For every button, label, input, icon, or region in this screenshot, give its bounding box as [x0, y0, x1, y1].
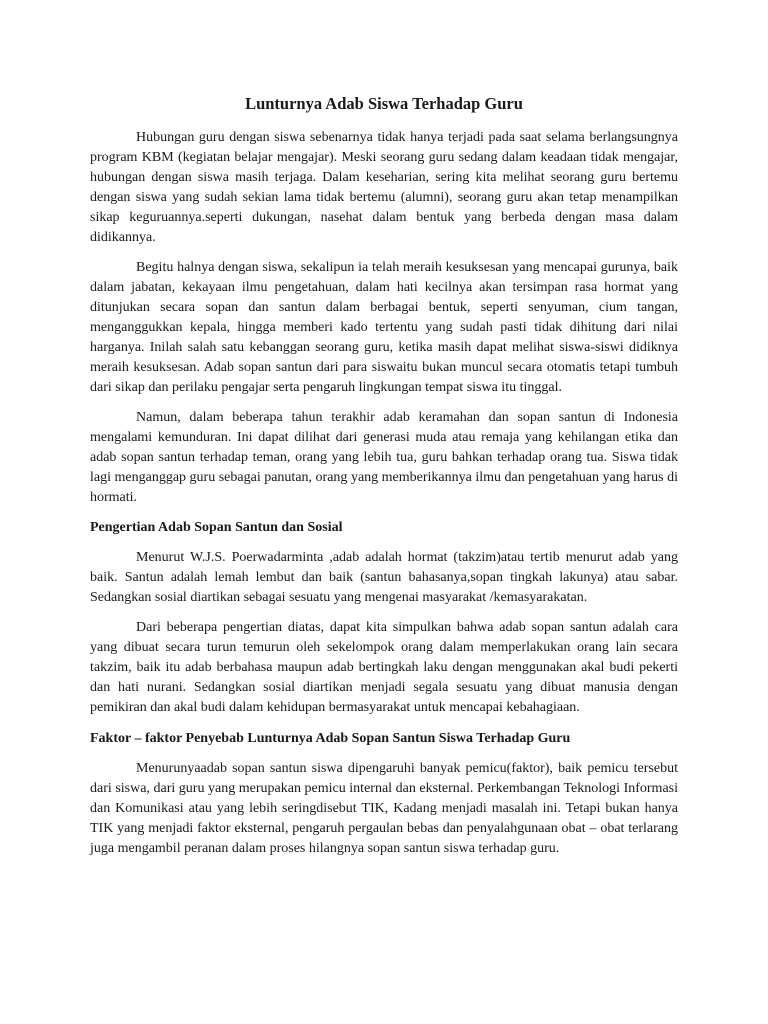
paragraph-factors: Menurunyaadab sopan santun siswa dipengaruhi banyak pemicu(faktor), baik pemicu tersebut dari siswa, dari guru yang merupakan pemicu internal dan eksternal. Perkembangan Teknologi Informasi dan Komunikasi atau yang lebih seringdisebut TIK, Kadang menjadi masalah ini. Tetapi bukan hanya TIK yang menjadi faktor eksternal, pengaruh pergaulan bebas dan penyalahgunaan obat – obat terlarang juga mengambil peranan dalam proses hilangnya sopan santun siswa terhadap guru.: [90, 761, 678, 856]
paragraph-student-respect: Begitu halnya dengan siswa, sekalipun ia telah meraih kesuksesan yang mencapai gurunya, baik dalam jabatan, kekayaan ilmu pengetahuan, dalam hati kecilnya akan tersimpan rasa hormat yang ditunjukan secara sopan dan santun dalam berbagai bentuk, seperti senyuman, cium tangan, menganggukkan kepala, hingga memberi kado tertentu yang sudah pasti tidak dihitung dari nilai harganya. Inilah salah satu kebanggan seorang guru, ketika masih dapat melihat siswa-siswi didiknya meraih kesuksesan. Adab sopan santun dari para siswaitu bukan muncul secara otomatis tetapi tumbuh dari sikap dan perilaku pengajar serta pengaruh lingkungan tempat siswa itu tinggal.: [90, 260, 678, 395]
paragraph-decline: Namun, dalam beberapa tahun terakhir adab keramahan dan sopan santun di Indonesia mengalami kemunduran. Ini dapat dilihat dari generasi muda atau remaja yang kehilangan etika dan adab sopan santun terhadap teman, orang yang lebih tua, guru bahkan terhadap orang tua. Siswa tidak lagi menganggap guru sebagai panutan, orang yang memberikannya ilmu dan pengetahuan yang harus di hormati.: [90, 410, 678, 505]
section-heading-factors: Faktor – faktor Penyebab Lunturnya Adab Sopan Santun Siswa Terhadap Guru: [90, 731, 571, 746]
paragraph-intro: Hubungan guru dengan siswa sebenarnya tidak hanya terjadi pada saat selama berlangsungnya program KBM (kegiatan belajar mengajar). Meski seorang guru sedang dalam keadaan tidak mengajar, hubungan dengan siswa masih terjaga. Dalam keseharian, sering kita melihat seorang guru bertemu dengan siswa yang sudah sekian lama tidak bertemu (alumni), seorang guru akan tetap menampilkan sikap keguruannya.seperti dukungan, nasehat dalam bentuk yang berbeda dengan masa dalam didikannya.: [90, 130, 678, 245]
section-heading-definition: Pengertian Adab Sopan Santun dan Sosial: [90, 520, 343, 535]
paragraph-definition: Menurut W.J.S. Poerwadarminta ,adab adalah hormat (takzim)atau tertib menurut adab yang baik. Santun adalah lemah lembut dan baik (santun bahasanya,sopan tingkah lakunya) atau sabar. Sedangkan sosial diartikan sebagai sesuatu yang mengenai masyarakat /kemasyarakatan.: [90, 550, 678, 605]
paragraph-conclusion: Dari beberapa pengertian diatas, dapat kita simpulkan bahwa adab sopan santun adalah cara yang dibuat secara turun temurun oleh sekelompok orang dalam memperlakukan orang lain secara takzim, baik itu adab berbahasa maupun adab bertingkah laku dengan menggunakan akal budi pekerti dan hati nurani. Sedangkan sosial diartikan menjadi segala sesuatu yang dibuat manusia dengan pemikiran dan akal budi dalam kehidupan bermasyarakat untuk mencapai kebahagiaan.: [90, 620, 678, 715]
document-title: Lunturnya Adab Siswa Terhadap Guru: [245, 94, 523, 113]
